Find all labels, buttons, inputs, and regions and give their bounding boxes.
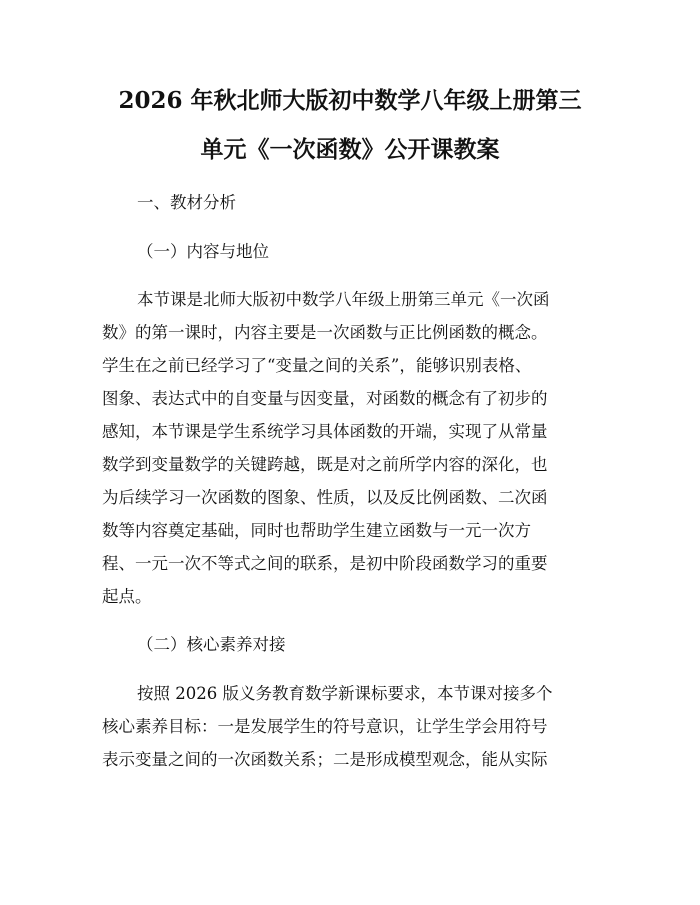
paragraph-1-line: 数等内容奠定基础，同时也帮助学生建立函数与一元一次方 (102, 521, 531, 540)
subsection-heading-core-literacy: （二）核心素养对接 (137, 635, 286, 654)
document-title-line-2: 单元《一次函数》公开课教案 (200, 136, 500, 163)
section-heading-textbook-analysis: 一、教材分析 (137, 193, 236, 212)
paragraph-2-line: 按照 2026 版义务教育数学新课标要求，本节课对接多个 (137, 684, 553, 703)
paragraph-1-line: 数》的第一课时，内容主要是一次函数与正比例函数的概念。 (102, 323, 548, 342)
subsection-heading-content-position: （一）内容与地位 (137, 242, 269, 261)
paragraph-1-line: 感知，本节课是学生系统学习具体函数的开端，实现了从常量 (102, 422, 548, 441)
paragraph-1-line: 本节课是北师大版初中数学八年级上册第三单元《一次函 (137, 290, 550, 309)
paragraph-1-line: 图象、表达式中的自变量与因变量，对函数的概念有了初步的 (102, 389, 548, 408)
paragraph-1-line: 程、一元一次不等式之间的联系，是初中阶段函数学习的重要 (102, 554, 548, 573)
document-title-line-1: 2026 年秋北师大版初中数学八年级上册第三 (118, 87, 582, 114)
paragraph-1-line: 学生在之前已经学习了“变量之间的关系”，能够识别表格、 (102, 356, 532, 375)
paragraph-2-line: 表示变量之间的一次函数关系；二是形成模型观念，能从实际 (102, 750, 548, 769)
paragraph-1-line: 数学到变量数学的关键跨越，既是对之前所学内容的深化，也 (102, 455, 548, 474)
paragraph-1-line: 为后续学习一次函数的图象、性质，以及反比例函数、二次函 (102, 488, 548, 507)
paragraph-1-line: 起点。 (102, 587, 152, 606)
paragraph-2-line: 核心素养目标：一是发展学生的符号意识，让学生学会用符号 (102, 717, 548, 736)
